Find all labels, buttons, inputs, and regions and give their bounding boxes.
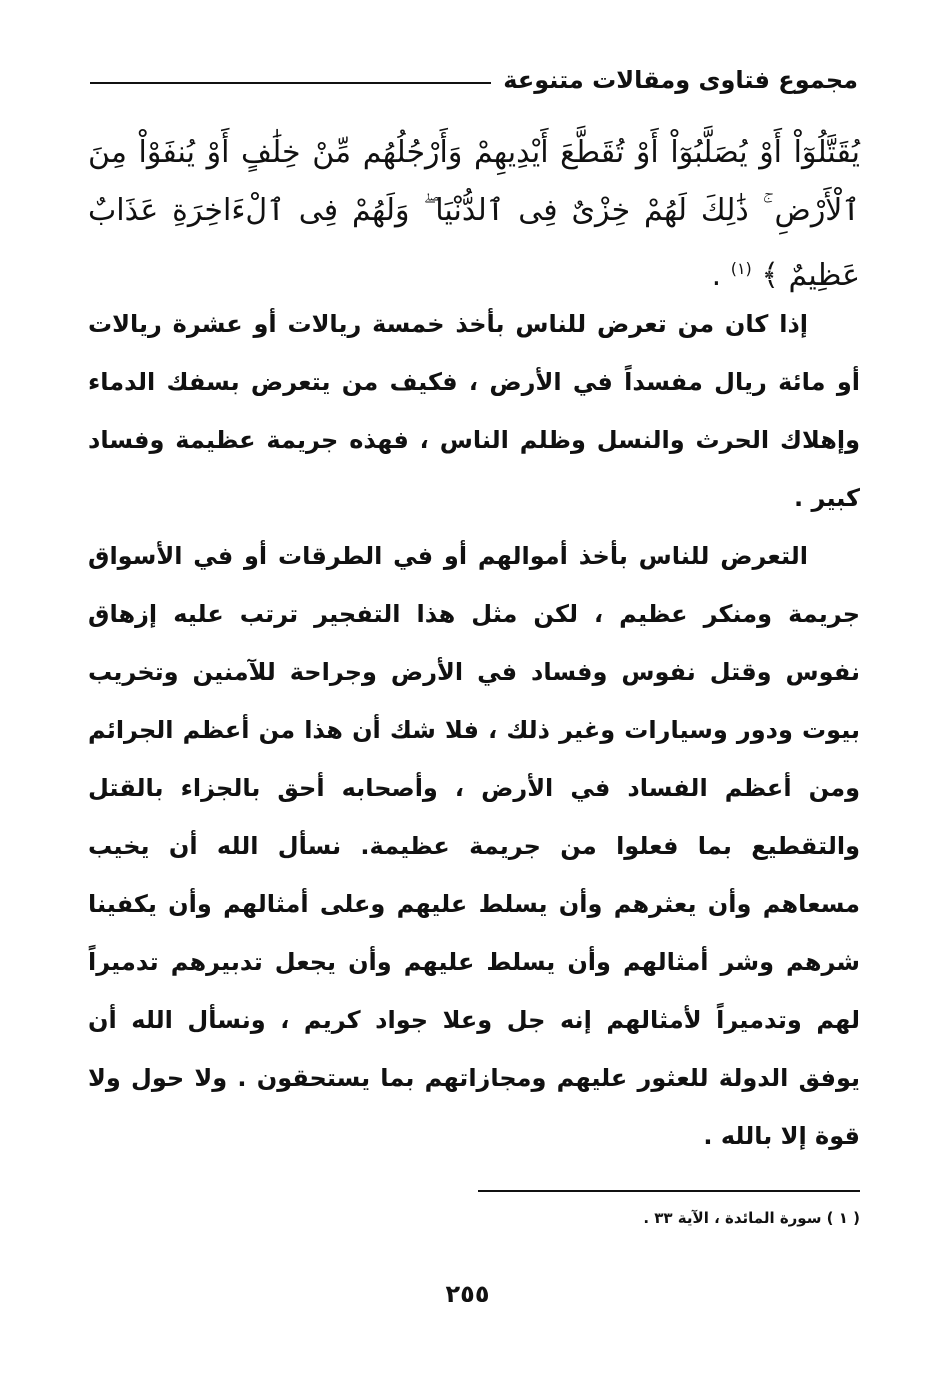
paragraph-1: إذا كان من تعرض للناس بأخذ خمسة ريالات أو عشرة ريالات أو مائة ريال مفسداً في الأرض ، فكيف من يتعرض بسفك الدماء وإهلاك الحرث والنسل وظلم الناس ، فهذه جريمة عظيمة وفساد كبير . bbox=[88, 310, 860, 512]
quran-verse-trailing: . bbox=[711, 258, 731, 293]
body-text bbox=[88, 295, 860, 1165]
page-number: ٢٥٥ bbox=[445, 1280, 490, 1308]
quran-verse-text: يُقَتَّلُوٓاْ أَوْ يُصَلَّبُوٓاْ أَوْ تُقَطَّعَ أَيْدِيهِمْ وَأَرْجُلُهُم مِّنْ خِلَٰفٍ أَوْ يُنفَوْاْ مِنَ ٱلْأَرْضِ ۚ ذَٰلِكَ لَهُمْ خِزْىٌ فِى ٱلدُّنْيَا ۖ وَلَهُمْ فِى ٱلْءَاخِرَةِ عَذَابٌ عَظِيمٌ ﴾ bbox=[88, 135, 860, 293]
footnote: ( ١ ) سورة المائدة ، الآية ٣٣ . bbox=[643, 1209, 860, 1227]
header-rule bbox=[90, 82, 491, 84]
footnote-rule bbox=[478, 1190, 860, 1192]
running-header bbox=[90, 60, 858, 100]
quran-verse bbox=[88, 124, 860, 305]
footnote-reference: (١) bbox=[730, 259, 752, 278]
paragraph-2: التعرض للناس بأخذ أموالهم أو في الطرقات أو في الأسواق جريمة ومنكر عظيم ، لكن مثل هذا التفجير ترتب عليه إزهاق نفوس وقتل نفوس وفساد في الأرض وجراحة للآمنين وتخريب بيوت ودور وسيارات وغير ذلك ، فلا شك أن هذا من أعظم الجرائم ومن أعظم الفساد في الأرض ، وأصحابه أحق بالجزاء بالقتل والتقطيع بما فعلوا من جريمة عظيمة. نسأل الله أن يخيب مسعاهم وأن يعثرهم وأن يسلط عليهم وعلى أمثالهم وأن يكفينا شرهم وشر أمثالهم وأن يسلط عليهم وأن يجعل تدبيرهم تدميراً لهم وتدميراً لأمثالهم إنه جل وعلا جواد كريم ، ونسأل الله أن يوفق الدولة للعثور عليهم ومجازاتهم بما يستحقون . ولا حول ولا قوة إلا بالله . bbox=[88, 542, 860, 1150]
header-title: مجموع فتاوى ومقالات متنوعة bbox=[503, 66, 858, 94]
